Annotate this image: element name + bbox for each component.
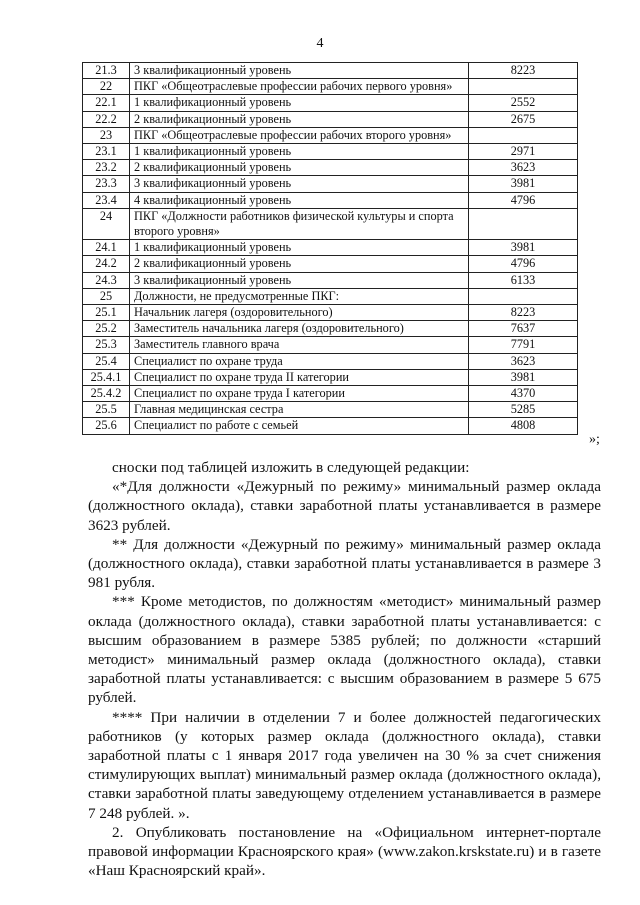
- row-name: 1 квалификационный уровень: [130, 240, 469, 256]
- row-number: 25.1: [83, 305, 130, 321]
- table-row: [83, 337, 578, 353]
- row-value: 2552: [469, 95, 578, 111]
- table-row: [83, 272, 578, 288]
- paragraph: сноски под таблицей изложить в следующей редакции:: [112, 459, 470, 476]
- row-number: 24.2: [83, 256, 130, 272]
- table-row: [83, 192, 578, 208]
- row-number: 23.2: [83, 160, 130, 176]
- row-name: ПКГ «Должности работников физической культуры и спорта второго уровня»: [130, 208, 469, 239]
- row-value: 8223: [469, 63, 578, 79]
- table-row: [83, 176, 578, 192]
- footnote-3: *** Кроме методистов, по должностям «методист» минимальный размер оклада (должностного оклада), ставки заработной платы устанавливается: с высшим образованием в размере 5385 рублей; по должности «старший методист» минимальный размер оклада (должностного оклада), ставки заработной платы устанавливается: с высшим образованием в размере 5 675 рублей.: [88, 593, 601, 707]
- row-name: 2 квалификационный уровень: [130, 256, 469, 272]
- row-value: 3981: [469, 176, 578, 192]
- footnote-2: ** Для должности «Дежурный по режиму» минимальный размер оклада (должностного оклада), ставки заработной платы устанавливается в размере 3 981 рубля.: [88, 535, 601, 592]
- table-row: [83, 111, 578, 127]
- row-number: 25.4: [83, 353, 130, 369]
- row-value: 2675: [469, 111, 578, 127]
- table-row: [83, 160, 578, 176]
- row-number: 25.2: [83, 321, 130, 337]
- row-name: 1 квалификационный уровень: [130, 144, 469, 160]
- table-row: [83, 402, 578, 418]
- table-row: [83, 256, 578, 272]
- footnote-1: «*Для должности «Дежурный по режиму» минимальный размер оклада (должностного оклада), ставки заработной платы устанавливается в размере 3623 рублей.: [88, 478, 601, 534]
- row-value: [469, 127, 578, 143]
- row-name: Должности, не предусмотренные ПКГ:: [130, 288, 469, 304]
- row-value: 7637: [469, 321, 578, 337]
- page-number: 4: [316, 36, 324, 51]
- row-number: 23.3: [83, 176, 130, 192]
- row-value: 4808: [469, 418, 578, 434]
- table-row: [83, 144, 578, 160]
- row-number: 24.1: [83, 240, 130, 256]
- table-row: [83, 288, 578, 304]
- row-name: ПКГ «Общеотраслевые профессии рабочих первого уровня»: [130, 79, 469, 95]
- row-value: 8223: [469, 305, 578, 321]
- row-number: 23.4: [83, 192, 130, 208]
- table-row: [83, 208, 578, 239]
- table-row: [83, 321, 578, 337]
- row-name: 1 квалификационный уровень: [130, 95, 469, 111]
- row-number: 25: [83, 288, 130, 304]
- row-number: 25.4.2: [83, 386, 130, 402]
- row-number: 23.1: [83, 144, 130, 160]
- row-value: 5285: [469, 402, 578, 418]
- table-row: [83, 369, 578, 385]
- table-row: [83, 240, 578, 256]
- table-row: [83, 353, 578, 369]
- row-name: 4 квалификационный уровень: [130, 192, 469, 208]
- row-value: 3981: [469, 369, 578, 385]
- row-number: 22: [83, 79, 130, 95]
- row-number: 22.2: [83, 111, 130, 127]
- row-name: 2 квалификационный уровень: [130, 160, 469, 176]
- row-value: 7791: [469, 337, 578, 353]
- row-value: 2971: [469, 144, 578, 160]
- row-name: Главная медицинская сестра: [130, 402, 469, 418]
- body-text: [88, 458, 601, 880]
- row-value: 6133: [469, 272, 578, 288]
- row-value: [469, 79, 578, 95]
- row-name: Специалист по охране труда: [130, 353, 469, 369]
- table-row: [83, 79, 578, 95]
- row-number: 22.1: [83, 95, 130, 111]
- row-value: 4796: [469, 192, 578, 208]
- row-value: 3623: [469, 353, 578, 369]
- table-row: [83, 386, 578, 402]
- footnote-4: **** При наличии в отделении 7 и более должностей педагогических работников (у которых размер оклада (должностного оклада), ставки заработной платы с 1 января 2017 года увеличен на 30 % за счет снижения стимулирующих выплат) минимальный размер оклада (должностного оклада), ставки заработной платы заведующему отделением устанавливается в размере 7 248 рублей. ».: [88, 708, 601, 822]
- row-name: 3 квалификационный уровень: [130, 272, 469, 288]
- table-row: [83, 95, 578, 111]
- row-number: 21.3: [83, 63, 130, 79]
- table-row: [83, 127, 578, 143]
- row-name: Специалист по охране труда II категории: [130, 369, 469, 385]
- row-value: 4370: [469, 386, 578, 402]
- row-value: [469, 288, 578, 304]
- paragraph-publish: 2. Опубликовать постановление на «Официальном интернет-портале правовой информации Красноярского края» (www.zakon.krskstate.ru) и в газете «Наш Красноярский край».: [88, 823, 601, 880]
- row-name: Специалист по охране труда I категории: [130, 386, 469, 402]
- row-name: Начальник лагеря (оздоровительного): [130, 305, 469, 321]
- row-name: Специалист по работе с семьей: [130, 418, 469, 434]
- table-row: [83, 418, 578, 434]
- row-value: 3623: [469, 160, 578, 176]
- row-name: Заместитель главного врача: [130, 337, 469, 353]
- row-name: ПКГ «Общеотраслевые профессии рабочих второго уровня»: [130, 127, 469, 143]
- row-value: [469, 208, 578, 239]
- row-name: 3 квалификационный уровень: [130, 63, 469, 79]
- table-row: [83, 305, 578, 321]
- row-name: 2 квалификационный уровень: [130, 111, 469, 127]
- row-number: 24: [83, 208, 130, 239]
- row-name: Заместитель начальника лагеря (оздоровительного): [130, 321, 469, 337]
- row-number: 25.6: [83, 418, 130, 434]
- table-row: [83, 63, 578, 79]
- row-number: 24.3: [83, 272, 130, 288]
- row-value: 4796: [469, 256, 578, 272]
- row-number: 25.4.1: [83, 369, 130, 385]
- table-closing-quote: »;: [589, 432, 600, 447]
- row-value: 3981: [469, 240, 578, 256]
- row-number: 23: [83, 127, 130, 143]
- row-number: 25.3: [83, 337, 130, 353]
- row-name: 3 квалификационный уровень: [130, 176, 469, 192]
- salary-table: [82, 62, 578, 435]
- row-number: 25.5: [83, 402, 130, 418]
